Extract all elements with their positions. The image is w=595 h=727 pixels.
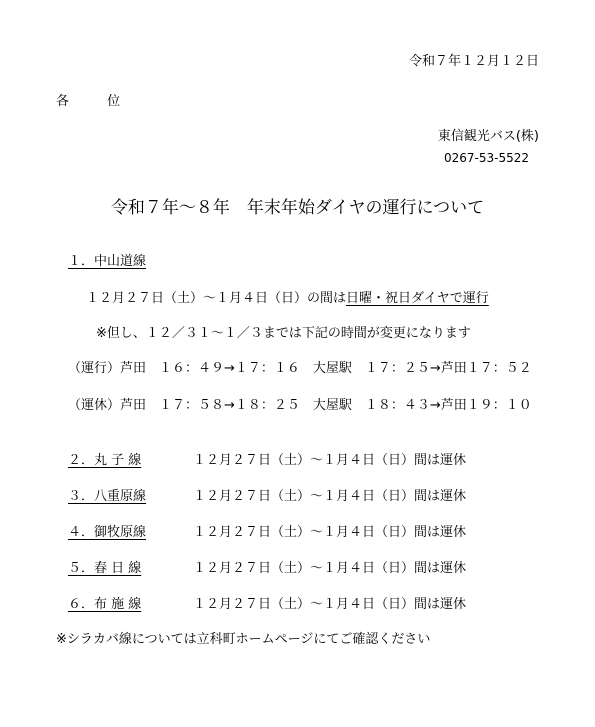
- route-label-fuse: ６．布 施 線: [68, 597, 142, 612]
- footer-note: ※シラカバ線については立科町ホームページにてご確認ください: [56, 632, 431, 647]
- route-period-maruko: １２月２７日（土）～１月４日（日）間は運休: [193, 453, 467, 468]
- addressee: 各 位: [56, 94, 121, 109]
- route-period-fuse: １２月２７日（土）～１月４日（日）間は運休: [193, 597, 467, 612]
- nakasendo-holiday-schedule: 日曜・祝日ダイヤで運行: [346, 291, 489, 306]
- nakasendo-exception-note: ※但し、１２／３１～１／３までは下記の時間が変更になります: [96, 326, 471, 341]
- nakasendo-period-text: １２月２７日（土）～１月４日（日）の間は: [86, 291, 347, 306]
- nakasendo-schedule-line: [86, 287, 489, 306]
- route-period-yaehara: １２月２７日（土）～１月４日（日）間は運休: [193, 489, 467, 504]
- nakasendo-suspended-times: （運休）芦田 １７：５８→１８：２５ 大屋駅 １８：４３→芦田１９：１０: [68, 398, 532, 413]
- notice-title: 令和７年～８年 年末年始ダイヤの運行について: [110, 198, 485, 218]
- route-label-maruko: ２．丸 子 線: [68, 453, 142, 468]
- issue-date: 令和７年１２月１２日: [408, 54, 539, 69]
- section-heading-nakasendo: １．中山道線: [68, 254, 147, 269]
- company-phone: 0267-53-5522: [443, 151, 529, 165]
- route-period-kasuga: １２月２７日（土）～１月４日（日）間は運休: [193, 561, 467, 576]
- company-name: 東信観光バス(株): [437, 129, 539, 144]
- nakasendo-operating-times: （運行）芦田 １６：４９→１７：１６ 大屋駅 １７：２５→芦田１７：５２: [68, 361, 532, 376]
- route-label-yaehara: ３．八重原線: [68, 489, 147, 504]
- route-label-kasuga: ５．春 日 線: [68, 561, 142, 576]
- route-label-mimakihara: ４．御牧原線: [68, 525, 147, 540]
- route-period-mimakihara: １２月２７日（土）～１月４日（日）間は運休: [193, 525, 467, 540]
